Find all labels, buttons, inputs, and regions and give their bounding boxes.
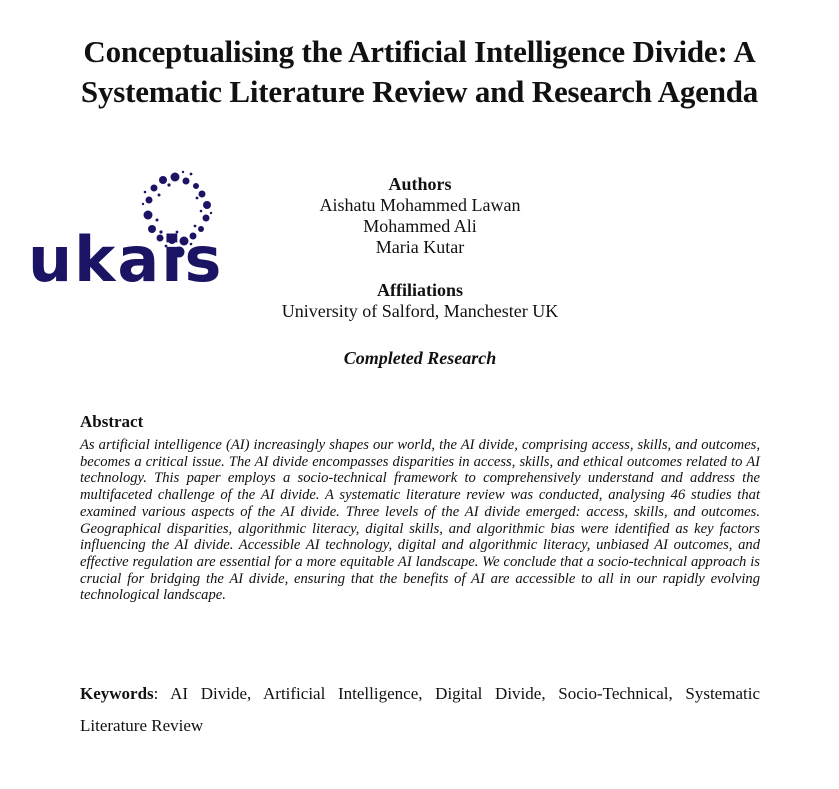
logo-wordmark: ukais: [28, 223, 224, 296]
keywords-list: AI Divide, Artificial Intelligence, Digital Divide, Socio-Technical, Systematic Literature Review: [80, 684, 760, 735]
keywords: Keywords: AI Divide, Artificial Intelligence, Digital Divide, Socio-Technical, Systematic Literature Review: [80, 684, 760, 735]
paper-status: Completed Research: [343, 348, 497, 368]
authors-heading: Authors: [388, 174, 452, 194]
abstract-heading: Abstract: [80, 412, 144, 431]
paper-title: Conceptualising the Artificial Intelligence Divide: A Systematic Literature Review and Research Agenda: [80, 34, 759, 109]
keywords-label: Keywords: [80, 684, 154, 703]
author-name: Maria Kutar: [375, 237, 465, 257]
author-block: [250, 173, 590, 322]
affiliations-heading: Affiliations: [376, 280, 463, 300]
author-name: Aishatu Mohammed Lawan: [319, 195, 521, 215]
affiliation: University of Salford, Manchester UK: [281, 301, 559, 321]
author-name: Mohammed Ali: [363, 216, 477, 236]
ukais-logo: [25, 168, 225, 303]
abstract-text: As artificial intelligence (AI) increasingly shapes our world, the AI divide, comprising access, skills, and outcomes, becomes a critical issue. The AI divide encompasses disparities in access, skills, and ethical outcomes related to AI technology. This paper employs a socio-technical framework to comprehensively understand and address the multifaceted challenge of the AI divide. A systematic literature review was conducted, analysing 46 studies that examined various aspects of the AI divide. Three levels of the AI divide emerged: access, skills, and outcomes. Geographical disparities, algorithmic literacy, digital skills, and algorithmic bias were identified as key factors influencing the AI divide. Accessible AI technology, digital and algorithmic literacy, unbiased AI outcomes, and effective regulation are essential for a more equitable AI landscape. We conclude that a socio-technical approach is crucial for bridging the AI divide, ensuring that the benefits of AI are accessible to all in our rapidly evolving technological landscape.: [80, 437, 760, 604]
